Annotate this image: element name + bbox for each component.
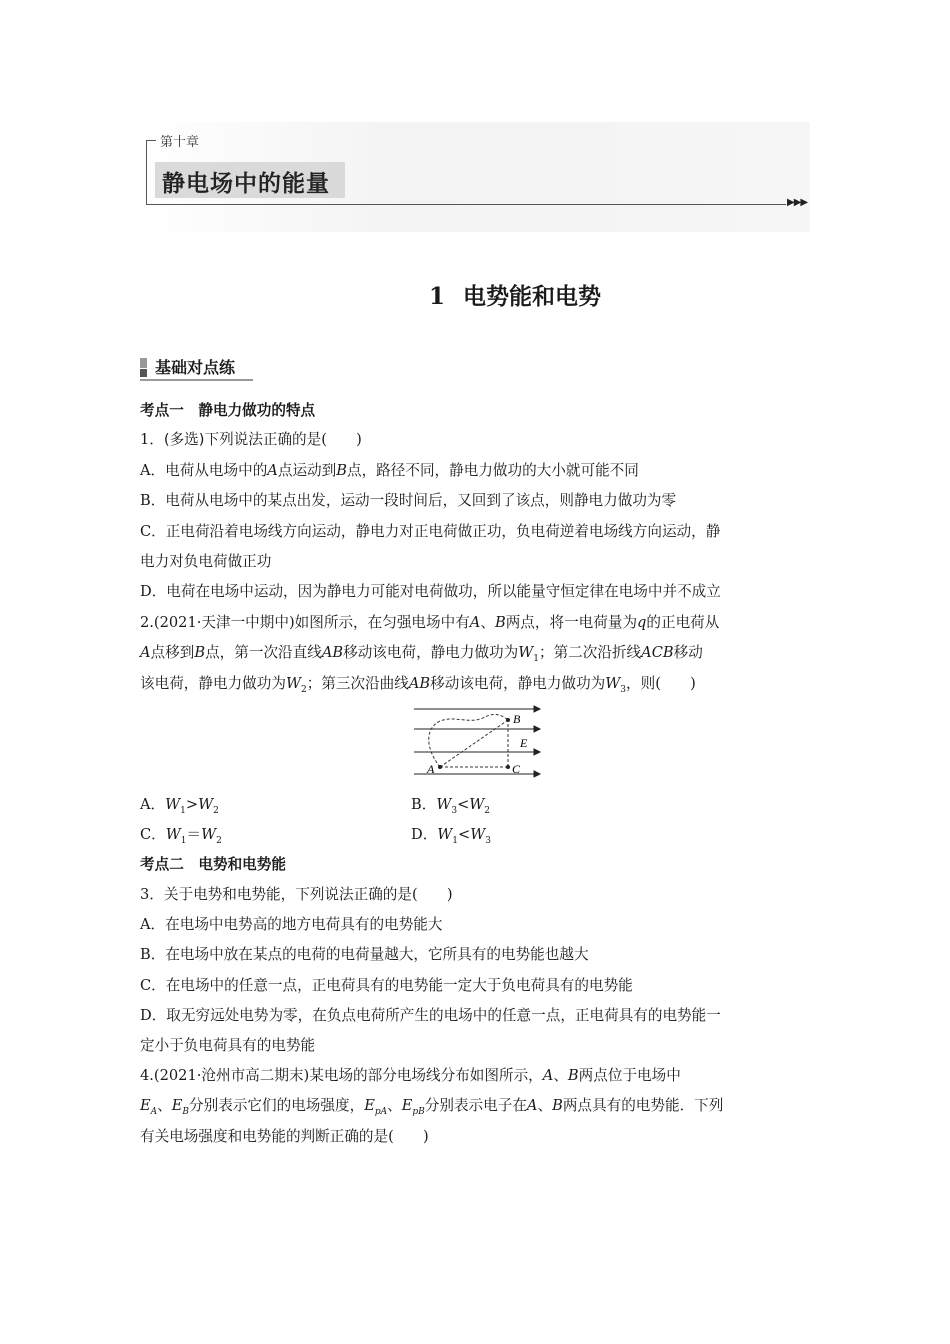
point-c [506,765,510,769]
q4-line3: 有关电场强度和电势能的判断正确的是( ) [140,1128,429,1145]
section-title [0,278,950,311]
q2-line3: 该电荷，静电力做功为$W_2$；第三次沿曲线AB移动该电荷，静电力做功为$W_3$，则( ) [140,675,696,695]
q3-option-d-line2: 定小于负电荷具有的电势能 [140,1037,316,1054]
chapter-label: 第十章 [160,135,200,150]
q3-option-b: B．在电场中放在某点的电荷的电荷量越大，它所具有的电势能也越大 [140,946,589,963]
point-b [506,718,510,722]
arrow-head-icon [534,749,540,755]
triple-arrow-icon: ▶▶▶ [787,197,808,208]
q1-option-d: D．电荷在电场中运动，因为静电力可能对电荷做功，所以能量守恒定律在电场中并不成立 [140,583,721,600]
section-number: 1 [428,283,445,310]
uniform-field-figure [410,703,542,781]
q1-stem: 1．(多选)下列说法正确的是( ) [140,431,362,448]
q1-option-b: B．电荷从电场中的某点出发，运动一段时间后，又回到了该点，则静电力做功为零 [140,492,677,509]
q2-option-d: D．$W_1<W_3$ [411,826,491,846]
banner-line-left [146,140,147,204]
q3-option-c: C．在电场中的任意一点，正电荷具有的电势能一定大于负电荷具有的电势能 [140,977,633,994]
q2-option-b: B．$W_3<W_2$ [411,796,491,816]
point-a [438,765,442,769]
q3-stem: 3．关于电势和电势能，下列说法正确的是( ) [140,886,453,903]
practice-marker-icon [140,358,147,368]
banner-line-bottom [146,204,786,205]
q1-option-c-line2: 电力对负电荷做正功 [140,553,272,570]
q2-line1: 2.(2021·天津一中期中)如图所示，在匀强电场中有A、B两点，将一电荷量为q的正电荷从 [140,614,720,631]
label-b: B [513,712,521,726]
q2-option-c: C．$W_1=W_2$ [140,826,222,846]
label-a: A [427,762,435,776]
practice-underline [140,379,253,381]
section-title-text: 电势能和电势 [463,284,601,310]
label-e: E [520,736,528,750]
arrow-head-icon [534,726,540,732]
arrow-head-icon [534,706,540,712]
q3-option-a: A．在电场中电势高的地方电荷具有的电势能大 [140,916,443,933]
q4-line2: $E_A$、$E_B$分别表示它们的电场强度，$E_{pA}$、$E_{pB}$分别表示电子在A、B两点具有的电势能．下列 [140,1097,724,1117]
topic1-heading: 考点一 静电力做功的特点 [140,402,316,419]
arrow-head-icon [534,771,540,777]
chapter-title: 静电场中的能量 [162,171,330,197]
q1-option-a: A．电荷从电场中的A点运动到B点，路径不同，静电力做功的大小就可能不同 [140,462,639,479]
q2-option-a: A．$W_1>W_2$ [140,796,219,816]
banner-line-top [146,140,156,141]
path-ab-curve [429,714,508,767]
topic2-heading: 考点二 电势和电势能 [140,856,286,873]
path-ab-straight [440,720,508,767]
q4-line1: 4.(2021·沧州市高二期末)某电场的部分电场线分布如图所示，A、B两点位于电场中 [140,1067,681,1084]
q2-line2: A点移到B点，第一次沿直线AB移动该电荷，静电力做功为$W_1$；第二次沿折线ACB移动 [140,644,703,664]
q3-option-d-line1: D．取无穷远处电势为零，在负点电荷所产生的电场中的任意一点，正电荷具有的电势能一 [140,1007,721,1024]
practice-marker-icon-lower [140,369,147,377]
q1-option-c-line1: C．正电荷沿着电场线方向运动，静电力对正电荷做正功，负电荷逆着电场线方向运动，静 [140,523,721,540]
label-c: C [512,762,521,776]
practice-heading: 基础对点练 [155,358,236,377]
